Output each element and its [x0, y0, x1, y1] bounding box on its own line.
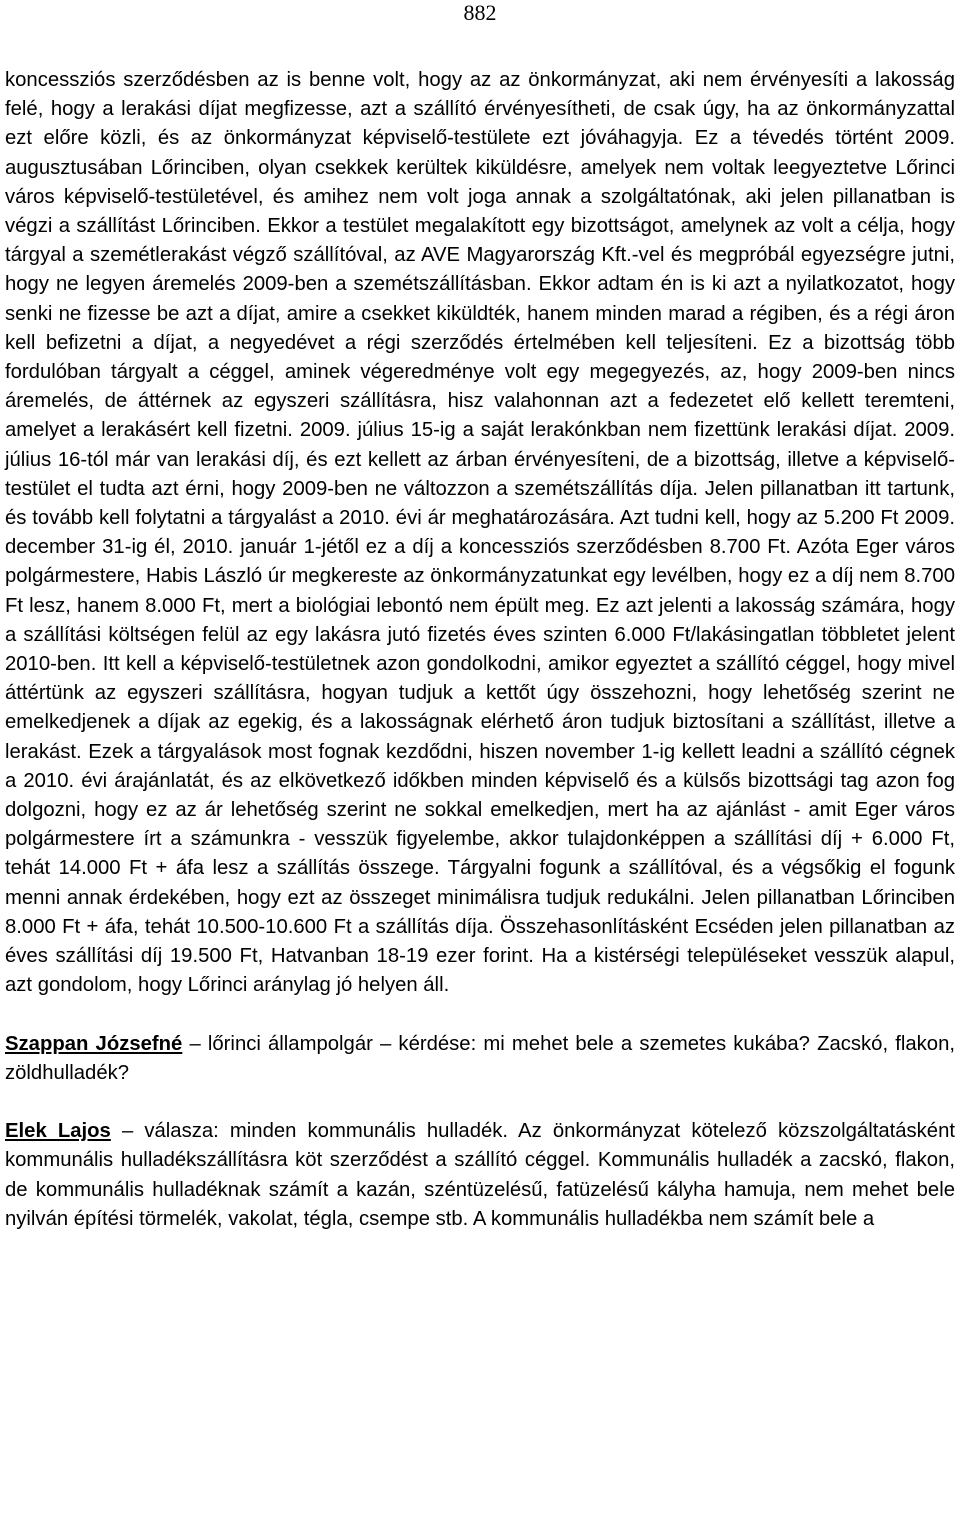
- paragraph-text: – válasza: minden kommunális hulladék. Az önkormányzat kötelező közszolgáltatásként kommunális hulladékszállításra köt szerződést a szállító céggel. Kommunális hulladék a zacskó, flakon, de kommunális hulladéknak számít a kazán, széntüzelésű, fatüzelésű kályha hamuja, nem mehet bele nyilván építési törmelék, vakolat, tégla, csempe stb. A kommunális hulladékba nem számít bele a: [5, 1120, 956, 1230]
- page-number: 882: [463, 0, 497, 25]
- paragraph-text: koncessziós szerződésben az is benne volt, hogy az az önkormányzat, aki nem érvényesíti a lakosság felé, hogy a lerakási díjat megfizesse, azt a szállító érvényesítheti, de csak úgy, ha az önkormányzattal ezt előre közli, és az önkormányzat képviselő-testülete ezt jóváhagyja. Ez a tévedés történt 2009. augusztusában Lőrinciben, olyan csekkek kerültek kiküldésre, amelyek nem voltak leegyeztetve Lőrinci város képviselő-testületével, és amihez nem volt joga annak a szolgáltatónak, aki jelen pillanatban is végzi a szállítást Lőrinciben. Ekkor a testület megalakított egy bizottságot, amelynek az volt a célja, hogy tárgyal a szemétlerakást végző szállítóval, az AVE Magyarország Kft.-vel és megpróbál egyezségre jutni, hogy ne legyen áremelés 2009-ben a szemétszállításban. Ekkor adtam én is ki azt a nyilatkozatot, hogy senki ne fizesse be azt a díjat, amire a csekket kiküldték, hanem minden marad a régiben, és a régi áron kell befizetni a díjat, a negyedévet a régi szerződés értelmében kell teljesíteni. Ez a bizottság több fordulóban tárgyalt a céggel, aminek végeredménye volt egy megegyezés, az, hogy 2009-ben nincs áremelés, de áttérnek az egyszeri szállításra, hisz valahonnan azt a fedezetet elő kellett teremteni, amelyet a lerakásért kell fizetni. 2009. július 15-ig a saját lerakónkban nem fizettünk lerakási díjat. 2009. július 16-tól már van lerakási díj, és ezt kellett az árban érvényesíteni, de a bizottság, illetve a képviselő-testület el tudta azt érni, hogy 2009-ben ne változzon a szemétszállítás díja. Jelen pillanatban itt tartunk, és tovább kell folytatni a tárgyalást a 2010. évi ár meghatározására. Azt tudni kell, hogy az 5.200 Ft 2009. december 31-ig él, 2010. január 1-jétől ez a díj a koncessziós szerződésben 8.700 Ft. Azóta Eger város polgármestere, Habis László úr megkereste az önkormányzatunkat egy levélben, hogy ez a díj nem 8.700 Ft lesz, hanem 8.000 Ft, mert a biológiai lebontó nem épült meg. Ez azt jelenti a lakosság számára, hogy a szállítási költségen felül az egy lakásra jutó fizetés éves szinten 6.000 Ft/lakásingatlan többletet jelent 2010-ben. Itt kell a képviselő-testületnek azon gondolkodni, amikor egyeztet a szállító céggel, hogy mivel áttértünk az egyszeri szállításra, hogyan tudjuk a kettőt úgy összehozni, hogy lehetőség szerint ne emelkedjenek a díjak az egekig, és a lakosságnak elérhető áron tudjuk biztosítani a szállítást, illetve a lerakást. Ezek a tárgyalások most fognak kezdődni, hiszen november 1-ig kellett leadni a szállító cégnek a 2010. évi árajánlatát, és az elkövetkező időkben minden képviselő és a külsős bizottsági tag azon fog dolgozni, hogy ez az ár lehetőség szerint ne sokkal emelkedjen, mert ha az ajánlást - amit Eger város polgármestere írt a számunkra - vesszük figyelembe, akkor tulajdonképpen a szállítási díj + 6.000 Ft, tehát 14.000 Ft + áfa lesz a szállítás összege. Tárgyalni fogunk a szállítóval, és a végsőkig el fogunk menni annak érdekében, hogy ezt az összeget minimálisra tudjuk redukálni. Jelen pillanatban Lőrinciben 8.000 Ft + áfa, tehát 10.500-10.600 Ft a szállítás díja. Összehasonlításként Ecséden jelen pillanatban az éves szállítási díj 19.500 Ft, Hatvanban 18-19 ezer forint. Ha a kistérségi településeket vesszük alapul, azt gondolom, hogy Lőrinci aránylag jó helyen áll.: [5, 69, 955, 997]
- speaker-name: Szappan Józsefné: [5, 1032, 183, 1055]
- paragraph-intro: [5, 66, 955, 1001]
- paragraph-answer: [5, 1117, 955, 1234]
- document-body: [5, 66, 955, 1234]
- paragraph-text: – lőrinci állampolgár – kérdése: mi mehet bele a szemetes kukába? Zacskó, flakon, zöldhulladék?: [5, 1032, 955, 1084]
- speaker-name: Elek Lajos: [5, 1120, 111, 1143]
- paragraph-question: [5, 1030, 955, 1088]
